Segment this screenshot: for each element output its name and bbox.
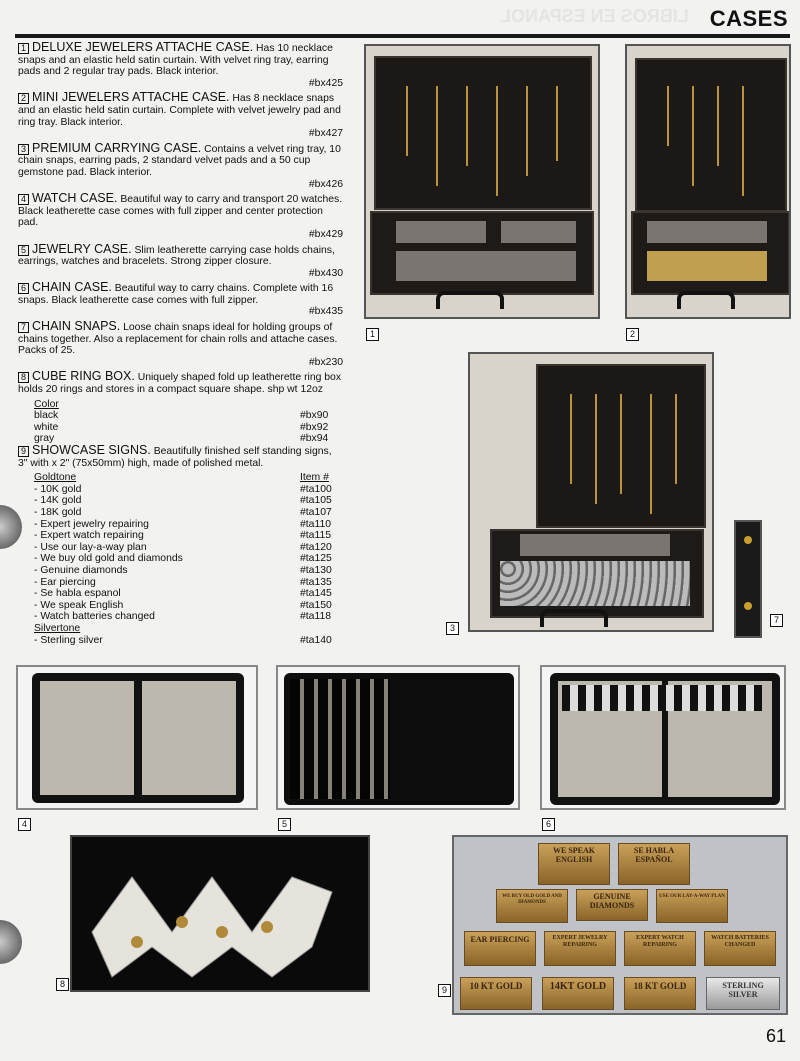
sign-expert-watch-repairing: EXPERT WATCH REPAIRING [624, 931, 696, 966]
sign-10kt-gold: 10 KT GOLD [460, 977, 532, 1010]
item-desc: Slim leatherette carrying case holds chains, earrings, watches and bracelets. Strong zipper closure. [18, 244, 335, 268]
sign-label: - Use our lay-a-way plan [34, 541, 147, 553]
photo-cube-ring-box [70, 835, 370, 992]
color-header: Color [34, 398, 59, 410]
item-sku: #bx435 [308, 306, 343, 318]
item-name: CHAIN SNAPS. [32, 319, 121, 334]
item-number: 1 [18, 43, 29, 54]
item-sku: #bx429 [308, 228, 343, 240]
item-number: 9 [18, 446, 29, 457]
sign-label: - Genuine diamonds [34, 564, 128, 576]
item-number: 3 [18, 144, 29, 155]
item-number: 2 [18, 93, 29, 104]
item-7 [18, 321, 343, 368]
item-name: CUBE RING BOX. [32, 369, 135, 384]
color-sku: #bx94 [300, 433, 329, 445]
color-label: gray [34, 433, 55, 445]
item-sku: #bx230 [308, 356, 343, 368]
sign-sku: #ta145 [300, 588, 332, 600]
item-8 [18, 371, 343, 395]
page-title: CASES [709, 6, 788, 31]
header-rule [15, 34, 790, 38]
item-9 [18, 445, 343, 469]
sign-sku: #ta118 [300, 611, 332, 623]
silvertone-header: Silvertone [34, 622, 81, 634]
sign-label: - Se habla espanol [34, 588, 121, 600]
photo-watch-case [16, 665, 258, 810]
photo-label: 5 [278, 818, 291, 831]
photo-showcase-signs [452, 835, 788, 1015]
item-sku: #bx425 [308, 77, 343, 89]
photo-label: 3 [446, 622, 459, 635]
item-desc: Contains a velvet ring tray, 10 chain snaps, earring pads, 2 standard velvet pads and a 50 cup gemstone pad. Black interior. [18, 143, 341, 178]
sign-label: - We speak English [34, 599, 124, 611]
item-2 [18, 92, 343, 139]
sign-label: - We buy old gold and diamonds [34, 553, 183, 565]
color-sku: #bx90 [300, 410, 329, 422]
item-desc: Has 10 necklace snaps and an elastic held satin curtain. With velvet ring tray, earring pads and 2 regular tray pads. Black interior. [18, 43, 333, 78]
photo-label: 2 [626, 328, 639, 341]
sign-sku: #ta125 [300, 553, 332, 565]
item-desc: Uniquely shaped fold up leatherette ring box holds 20 rings and stores in a compact square shape. shp wt 12oz [18, 372, 342, 396]
item-name: DELUXE JEWELERS ATTACHE CASE. [32, 40, 254, 54]
sign-sku: #ta115 [300, 530, 332, 542]
sign-label: - Expert jewelry repairing [34, 518, 149, 530]
sign-ear-piercing: EAR PIERCING [464, 931, 536, 966]
sign-sku: #ta110 [300, 518, 332, 530]
item-number: 4 [18, 194, 29, 205]
photo-chain-snaps [734, 520, 762, 638]
color-table [34, 399, 343, 445]
signs-table [34, 472, 343, 646]
sign-label: - 18K gold [34, 506, 82, 518]
product-descriptions [18, 42, 343, 646]
sign-sterling-silver: STERLING SILVER [706, 977, 780, 1010]
sign-sku: #ta150 [300, 599, 332, 611]
sign-14kt-gold: 14KT GOLD [542, 977, 614, 1010]
photo-deluxe-attache-case [364, 44, 600, 319]
sign-genuine-diamonds: GENUINE DIAMONDS [576, 889, 648, 921]
item-name: CHAIN CASE. [32, 280, 112, 295]
sign-label: - Expert watch repairing [34, 530, 144, 542]
item-3 [18, 140, 343, 190]
sign-18kt-gold: 18 KT GOLD [624, 977, 696, 1010]
sign-we-speak-english: WE SPEAK ENGLISH [538, 843, 610, 885]
item-sku: #bx430 [308, 267, 343, 279]
item-4 [18, 193, 343, 240]
sign-se-habla-espanol: SE HABLA ESPAÑOL [618, 843, 690, 885]
page-number: 61 [765, 1026, 786, 1046]
sign-we-buy-old-gold: WE BUY OLD GOLD AND DIAMONDS [496, 889, 568, 923]
item-name: PREMIUM CARRYING CASE. [32, 140, 202, 155]
item-number: 6 [18, 283, 29, 294]
item-name: JEWELRY CASE. [32, 241, 132, 256]
sign-use-our-layaway: USE OUR LAY-A-WAY PLAN [656, 889, 728, 923]
sign-sku: #ta120 [300, 541, 332, 553]
sign-sku: #ta130 [300, 564, 332, 576]
sign-sku: #ta140 [300, 634, 332, 646]
photo-label: 7 [770, 614, 783, 627]
item-header: Item # [300, 472, 329, 484]
item-sku: #bx427 [308, 128, 343, 140]
goldtone-header: Goldtone [34, 472, 77, 484]
ring-box-illustration [72, 837, 368, 990]
item-5 [18, 241, 343, 280]
sign-sku: #ta135 [300, 576, 332, 588]
item-1 [18, 42, 343, 89]
photo-label: 1 [366, 328, 379, 341]
sign-label: - Ear piercing [34, 576, 96, 588]
color-label: black [34, 410, 59, 422]
photo-label: 8 [56, 978, 69, 991]
sign-sku: #ta107 [300, 506, 332, 518]
sign-watch-batteries-changed: WATCH BATTERIES CHANGED [704, 931, 776, 966]
sign-label: - Sterling silver [34, 634, 103, 646]
item-desc: Has 8 necklace snaps and an elastic held satin curtain. Complete with velvet jewelry pad and ring tray. Black interior. [18, 93, 341, 128]
binder-hole [0, 920, 22, 964]
color-sku: #bx92 [300, 421, 329, 433]
item-number: 7 [18, 322, 29, 333]
photo-label: 6 [542, 818, 555, 831]
photo-jewelry-case [276, 665, 520, 810]
sign-sku: #ta105 [300, 495, 332, 507]
item-number: 8 [18, 372, 29, 383]
photo-chain-case [540, 665, 786, 810]
item-desc: Beautiful way to carry and transport 20 watches. Black leatherette case comes with full zipper and center protection pad. [18, 194, 343, 229]
sign-expert-jewelry-repairing: EXPERT JEWELRY REPAIRING [544, 931, 616, 966]
photo-mini-attache-case [625, 44, 791, 319]
color-label: white [34, 421, 59, 433]
item-6 [18, 282, 343, 318]
item-name: SHOWCASE SIGNS. [32, 443, 151, 457]
item-desc: Loose chain snaps ideal for holding groups of chains together. Also a replacement for chain rolls and attache cases. Packs of 25. [18, 322, 338, 357]
item-number: 5 [18, 245, 29, 256]
item-sku: #bx426 [308, 178, 343, 190]
ghost-heading: LIBROS EN ESPANOL [500, 6, 689, 26]
sign-label: - 10K gold [34, 483, 82, 495]
photo-label: 9 [438, 984, 451, 997]
item-desc: Beautifully finished self standing signs, 3" with x 2" (75x50mm) high, made of polished metal. [18, 446, 332, 469]
item-name: MINI JEWELERS ATTACHE CASE. [32, 90, 230, 105]
sign-label: - Watch batteries changed [34, 611, 155, 623]
item-desc: Beautiful way to carry chains. Complete with 16 snaps. Black leatherette case comes with full zipper. [18, 283, 334, 306]
photo-label: 4 [18, 818, 31, 831]
item-name: WATCH CASE. [32, 191, 118, 206]
sign-sku: #ta100 [300, 483, 332, 495]
sign-label: - 14K gold [34, 495, 82, 507]
photo-premium-carrying-case [468, 352, 714, 632]
